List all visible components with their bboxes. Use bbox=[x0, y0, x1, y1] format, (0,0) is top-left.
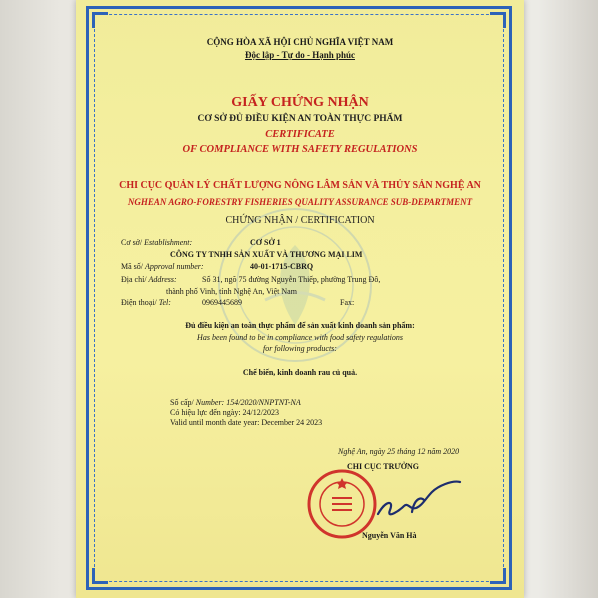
company-name: CÔNG TY TNHH SẢN XUẤT VÀ THƯƠNG MẠI LIM bbox=[170, 250, 363, 259]
certificate-title: GIẤY CHỨNG NHẬN bbox=[231, 95, 369, 110]
certification-label: CHỨNG NHẬN / CERTIFICATION bbox=[225, 215, 375, 226]
address-line-1: Số 31, ngõ 75 đường Nguyễn Thiếp, phường Trung Đô, bbox=[202, 275, 381, 284]
certificate-title-en: CERTIFICATE bbox=[265, 129, 335, 140]
products: Chế biến, kinh doanh rau củ quả. bbox=[242, 368, 358, 377]
validity-vn: Có hiệu lực đến ngày: 24/12/2023 bbox=[170, 408, 279, 417]
border-ornament bbox=[92, 568, 108, 584]
certificate-number: Số cấp/ Number: 154/2020/NNPTNT-NA bbox=[170, 398, 301, 407]
border-ornament bbox=[490, 568, 506, 584]
signing-office: CHI CỤC TRƯỞNG bbox=[347, 462, 420, 471]
address-label: Địa chỉ/ Address: bbox=[121, 275, 177, 284]
certificate-subtitle: CƠ SỞ ĐỦ ĐIỀU KIỆN AN TOÀN THỰC PHẨM bbox=[197, 114, 403, 124]
border-ornament bbox=[92, 12, 108, 28]
national-motto: Độc lập - Tự do - Hạnh phúc bbox=[244, 50, 355, 60]
issuing-department-en: NGHEAN AGRO-FORESTRY FISHERIES QUALITY ASSURANCE SUB-DEPARTMENT bbox=[127, 197, 473, 207]
fax-label: Fax: bbox=[340, 298, 355, 307]
establishment-value: CƠ SỞ 1 bbox=[250, 238, 281, 247]
approval-label: Mã số/ Approval number: bbox=[121, 262, 204, 271]
phone-number: 0969445689 bbox=[202, 298, 242, 307]
signatory-name: Nguyễn Văn Hà bbox=[362, 531, 417, 540]
place-date: Nghệ An, ngày 25 tháng 12 năm 2020 bbox=[338, 447, 460, 456]
compliance-statement-en-2: for following products: bbox=[263, 344, 337, 353]
national-header: CỘNG HÒA XÃ HỘI CHỦ NGHĨA VIỆT NAM bbox=[206, 37, 394, 47]
phone-label: Điện thoại/ Tel: bbox=[121, 298, 171, 307]
signature bbox=[360, 470, 470, 530]
issuing-department: CHI CỤC QUẢN LÝ CHẤT LƯỢNG NÔNG LÂM SẢN VÀ THỦY SẢN NGHỆ AN bbox=[119, 180, 481, 191]
address-line-2: thành phố Vinh, tỉnh Nghệ An, Việt Nam bbox=[166, 287, 297, 296]
validity-en: Valid until month date year: December 24 2023 bbox=[170, 418, 323, 427]
approval-number: 40-01-1715-CBRQ bbox=[250, 262, 314, 271]
establishment-label: Cơ sở/ Establishment: bbox=[121, 238, 193, 247]
certificate-subtitle-en: OF COMPLIANCE WITH SAFETY REGULATIONS bbox=[182, 144, 418, 155]
border-ornament bbox=[490, 12, 506, 28]
compliance-statement-en-1: Has been found to be in compliance with food safety regulations bbox=[197, 333, 403, 342]
compliance-statement: Đủ điều kiện an toàn thực phẩm để sản xuất kinh doanh sản phẩm: bbox=[185, 321, 415, 330]
